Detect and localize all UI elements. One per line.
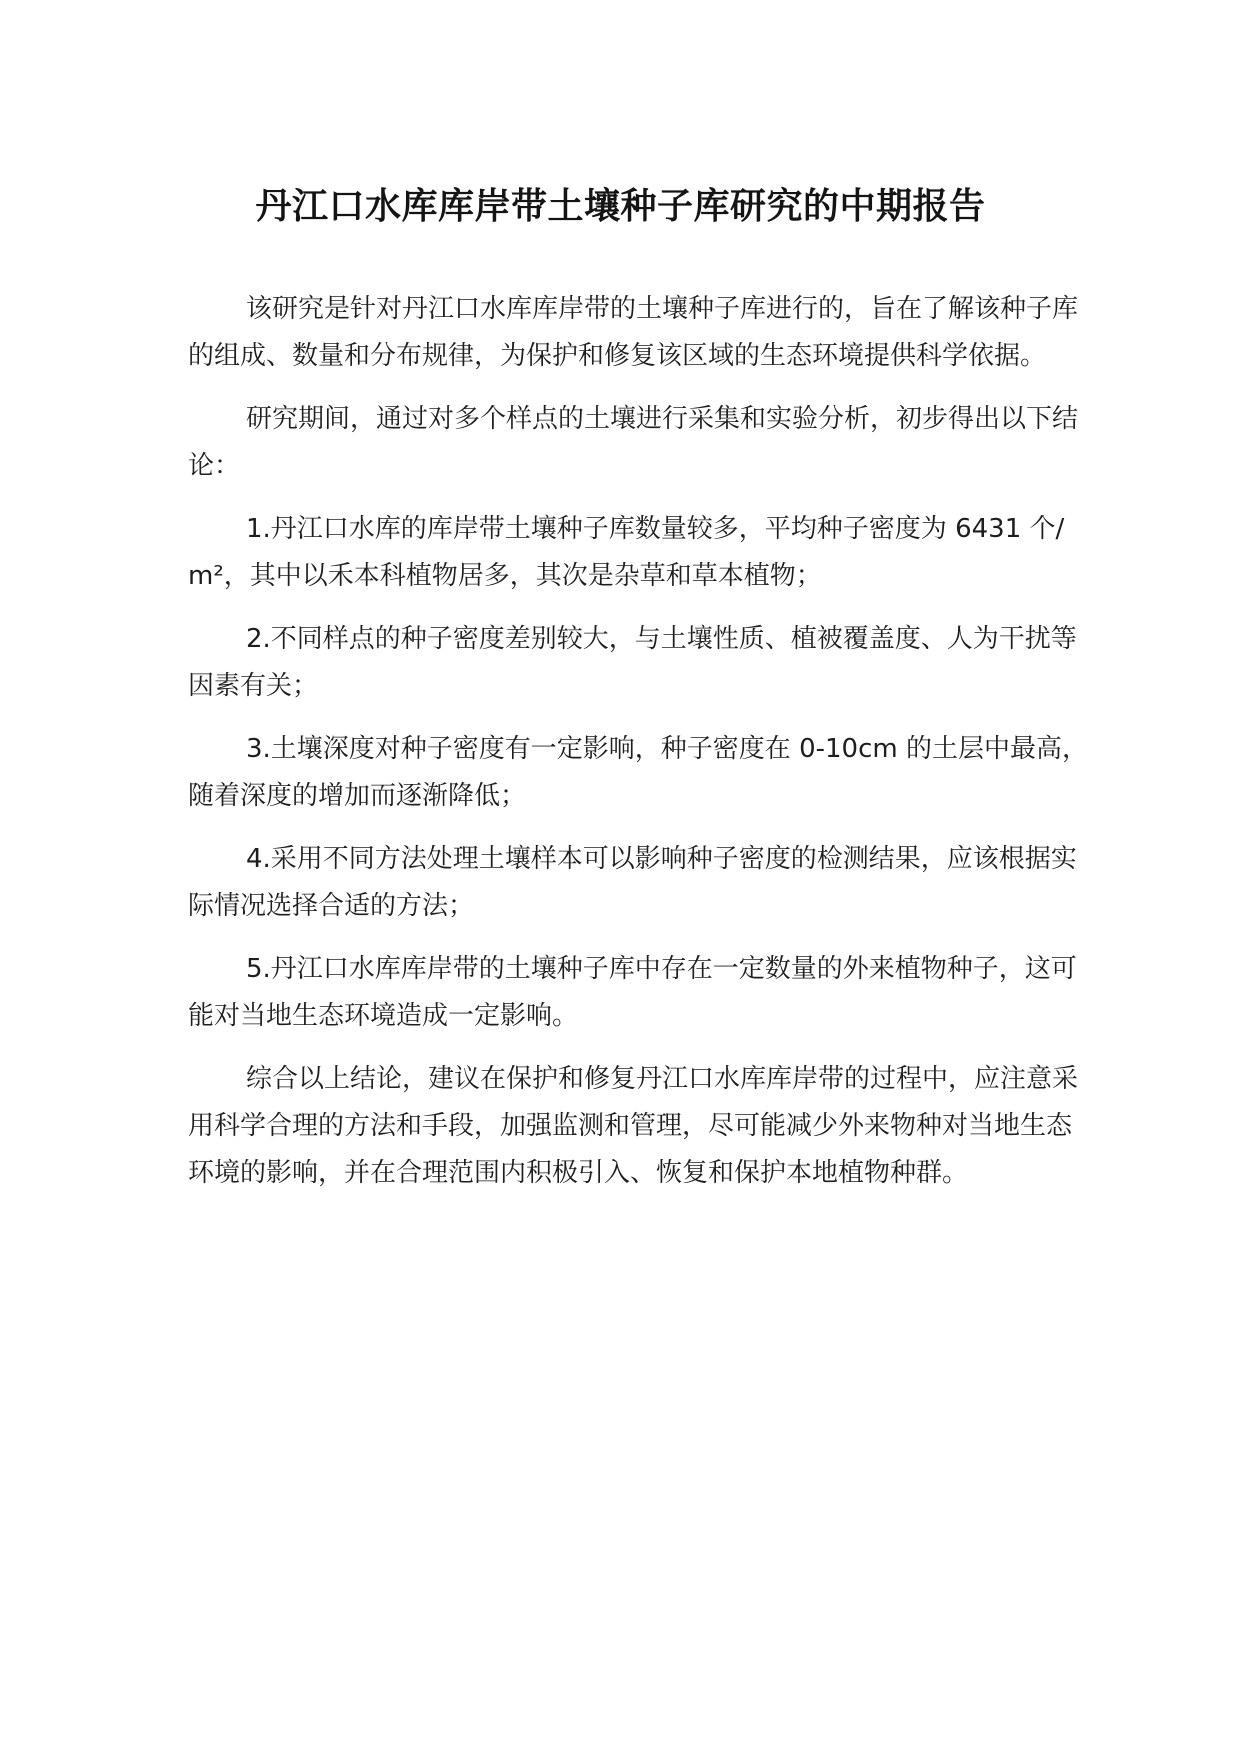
paragraph-finding-2: 2.不同样点的种子密度差别较大，与土壤性质、植被覆盖度、人为干扰等因素有关；: [188, 624, 1077, 701]
paragraph-conclusion: 综合以上结论，建议在保护和修复丹江口水库库岸带的过程中，应注意采用科学合理的方法和手段，加强监测和管理，尽可能减少外来物种对当地生态环境的影响，并在合理范围内积极引入、恢复和保护本地植物种群。: [188, 1064, 1079, 1188]
paragraph-method: 研究期间，通过对多个样点的土壤进行采集和实验分析，初步得出以下结论：: [188, 404, 1079, 481]
paragraph-intro: 该研究是针对丹江口水库库岸带的土壤种子库进行的，旨在了解该种子库的组成、数量和分布规律，为保护和修复该区域的生态环境提供科学依据。: [188, 294, 1079, 371]
paragraph-finding-4: 4.采用不同方法处理土壤样本可以影响种子密度的检测结果，应该根据实际情况选择合适的方法；: [188, 844, 1077, 921]
paragraph-finding-1: 1.丹江口水库的库岸带土壤种子库数量较多，平均种子密度为 6431 个/m²，其中以禾本科植物居多，其次是杂草和草本植物；: [188, 514, 1065, 591]
paragraph-finding-3: 3.土壤深度对种子密度有一定影响，种子密度在 0-10cm 的土层中最高，随着深度的增加而逐渐降低；: [188, 734, 1088, 811]
document-body: [188, 286, 1088, 1213]
paragraph-finding-5: 5.丹江口水库库岸带的土壤种子库中存在一定数量的外来植物种子，这可能对当地生态环境造成一定影响。: [188, 954, 1077, 1031]
document-title: 丹江口水库库岸带土壤种子库研究的中期报告: [255, 186, 986, 227]
